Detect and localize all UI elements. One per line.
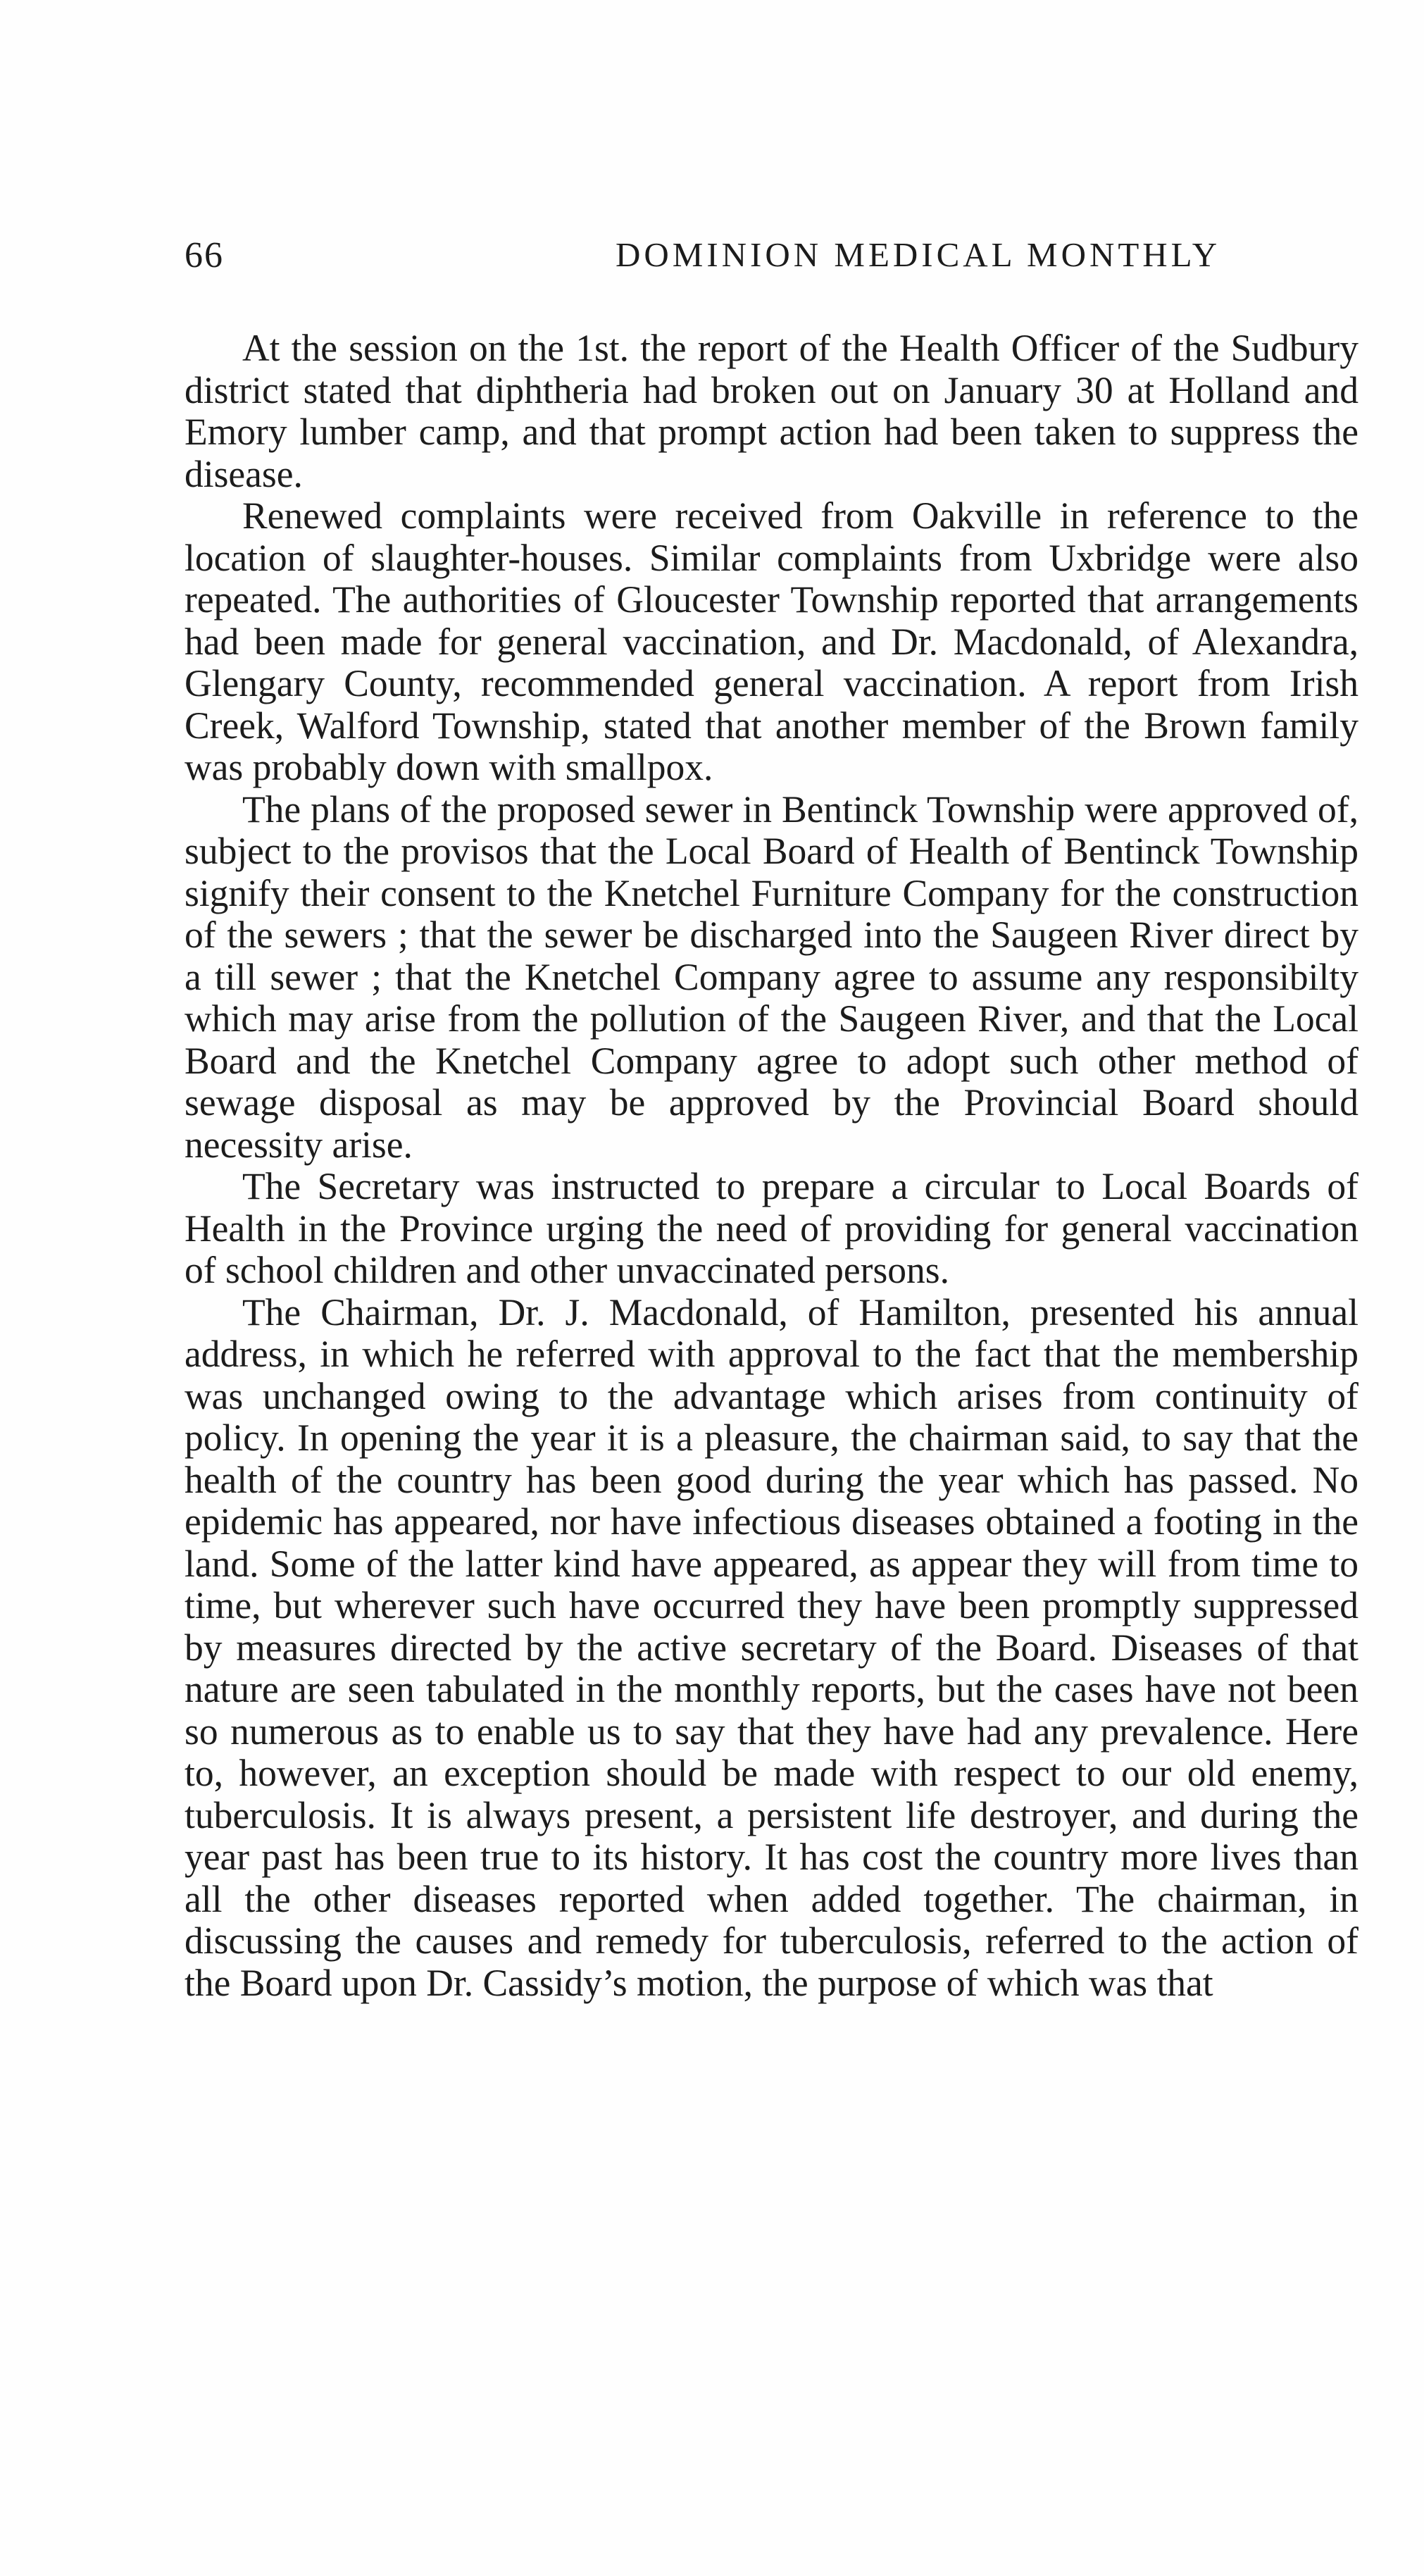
paragraph-chairman-address: The Chairman, Dr. J. Macdonald, of Hamilton, presented his annual address, in which he referred with approval to the fact that the membership was unchanged owing to the advantage which arises from continuity of policy. In opening the year it is a pleasure, the chairman said, to say that the health of the country has been good during the year which has passed. No epidemic has appeared, nor have infectious diseases obtained a footing in the land. Some of the latter kind have appeared, as appear they will from time to time, but wherever such have occurred they have been promptly suppressed by measures directed by the active secretary of the Board. Diseases of that nature are seen tabulated in the monthly reports, but the cases have not been so numerous as to enable us to say that they have had any prevalence. Here to, however, an exception should be made with respect to our old enemy, tuberculosis. It is always present, a persistent life destroyer, and during the year past has been true to its history. It has cost the country more lives than all the other diseases reported when added together. The chairman, in discussing the causes and remedy for tuberculosis, referred to the action of the Board upon Dr. Cassidy’s motion, the purpose of which was that <box>185 1290 1359 2004</box>
paragraph-renewed-complaints: Renewed complaints were received from Oakville in reference to the location of slaughter-houses. Similar complaints from Uxbridge were also repeated. The authorities of Gloucester Township reported that arrangements had been made for general vaccination, and Dr. Macdonald, of Alexandra, Glengary County, recommended general vaccination. A report from Irish Creek, Walford Township, stated that another member of the Brown family was probably down with smallpox. <box>185 494 1359 788</box>
paragraph-sewer-plans: The plans of the proposed sewer in Bentinck Township were approved of, subject to the provisos that the Local Board of Health of Bentinck Township signify their consent to the Knetchel Furniture Company for the construction of the sewers ; that the sewer be discharged into the Saugeen River direct by a till sewer ; that the Knetchel Company agree to assume any responsibilty which may arise from the pollution of the Saugeen River, and that the Local Board and the Knetchel Company agree to adopt such other method of sewage disposal as may be approved by the Provincial Board should necessity arise. <box>185 788 1359 1166</box>
page-number: 66 <box>185 235 224 275</box>
page-header <box>185 235 1389 291</box>
running-title: DOMINION MEDICAL MONTHLY <box>616 235 1221 274</box>
body-text <box>185 328 1359 2004</box>
paragraph-vaccination-circular: The Secretary was instructed to prepare a circular to Local Boards of Health in the Province urging the need of providing for general vaccination of school children and other unvaccinated persons. <box>185 1165 1359 1291</box>
paragraph-diphtheria-report: At the session on the 1st. the report of the Health Officer of the Sudbury district stated that diphtheria had broken out on January 30 at Holland and Emory lumber camp, and that prompt action had been taken to suppress the disease. <box>185 327 1359 495</box>
